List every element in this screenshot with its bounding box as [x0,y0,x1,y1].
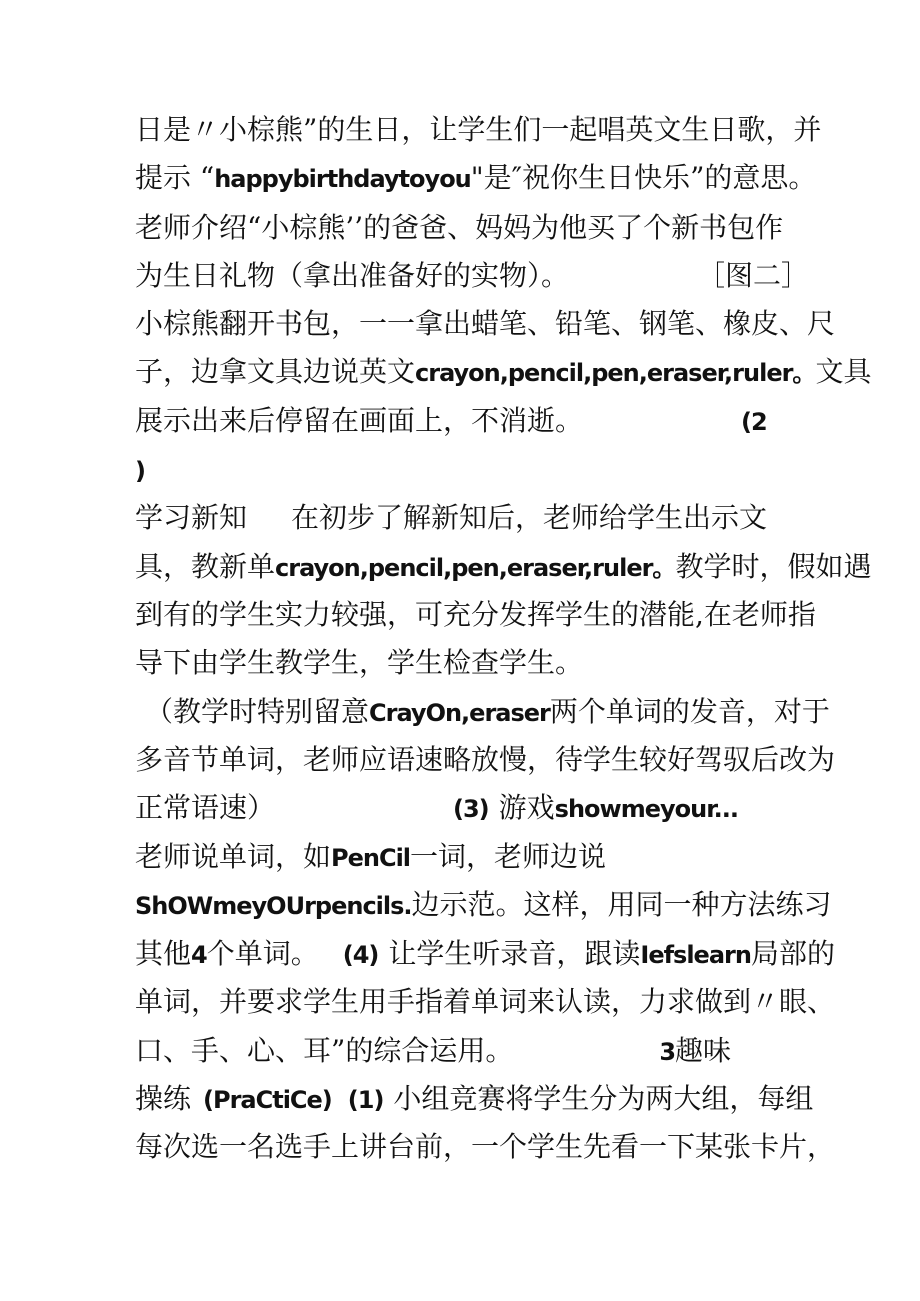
section-number: 3 [659,1038,676,1066]
text: 一词，老师边说 [410,840,607,873]
text: 局部的 [750,937,835,970]
english-term: crayon,pencil,pen,eraser,ruler。 [275,554,676,582]
number: 4 [191,941,207,969]
english-term: CrayOn,eraser [369,699,550,727]
text: 导下由学生教学生，学生检查学生。 [135,646,584,679]
figure-reference: ［图二］ [697,259,810,292]
text-line-9 [135,498,767,538]
text: （教学时特别留意 [145,695,370,728]
text-line-22 [135,1127,835,1167]
section-number: (2 [741,408,767,436]
english-term: showmeyour... [554,795,738,823]
text-line-19 [135,982,835,1022]
text: 趣味 [675,1034,732,1067]
text: "是″祝你生日快乐”的意思。 [470,161,817,194]
text: 展示出来后停留在画面上，不消逝。 [135,404,584,437]
section-number: ) [135,457,145,485]
section-number: (1) [347,1086,384,1114]
text: 每次选一名选手上讲台前，一个学生先看一下某张卡片， [135,1130,836,1163]
text: 其他 [135,937,192,970]
text: 小组竞赛将学生分为两大组，每组 [393,1082,814,1115]
english-term: crayon,pencil,pen,eraser,ruler。 [415,359,816,387]
text: 日是〃小棕熊”的生日，让学生们一起唱英文生日歌，并 [135,113,822,146]
text: 单词，并要求学生用手指着单词来认读，力求做到〃眼、 [135,985,836,1018]
text-line-13 [145,692,830,732]
text: 口、手、心、耳”的综合运用。 [135,1034,514,1067]
text: 到有的学生实力较强，可充分发挥学生的潜能,在老师指 [135,598,816,631]
text: 正常语速） [135,791,276,824]
text: 让学生听录音，跟读 [388,937,641,970]
text-line-15 [135,788,738,828]
english-term: ShOWmeyOUrpencils. [135,892,412,920]
text-line-8 [135,450,145,490]
text-line-16 [135,837,606,877]
text-line-6 [135,352,871,392]
text-line-12 [135,643,583,683]
text-line-20 [135,1031,731,1071]
text: 教学时，假如遇 [675,550,872,583]
text-line-2 [135,158,816,198]
text: 具，教新单 [135,550,276,583]
text-line-4 [135,256,809,296]
english-term: Iefslearn [640,941,751,969]
section-heading: 学习新知 [135,501,248,534]
text: 子，边拿文具边说英文 [135,355,416,388]
text: 小棕熊翻开书包，一一拿出蜡笔、铅笔、钢笔、橡皮、尺 [135,307,836,340]
text-line-1 [135,110,821,150]
section-number: (4) [342,941,379,969]
section-heading: 操练 [135,1082,192,1115]
text-line-14 [135,740,835,780]
text: 提示 “ [135,161,215,194]
text: 游戏 [498,791,555,824]
text: 文具 [815,355,872,388]
english-term: (PraCtiCe) [203,1086,332,1114]
text: 两个单词的发音，对于 [549,695,830,728]
text: 个单词。 [206,937,319,970]
section-number: (3) [453,795,489,823]
text-line-21 [135,1079,813,1119]
text: 老师说单词，如 [135,840,332,873]
text-line-17 [135,885,832,925]
english-term: happybirthdaytoyou [214,165,471,193]
text: 边示范。这样，用同一种方法练习 [411,888,832,921]
text-line-18 [135,934,835,974]
english-term: PenCil [331,844,411,872]
text-line-10 [135,547,871,587]
text: 多音节单词，老师应语速略放慢，待学生较好驾驭后改为 [135,743,836,776]
text-line-5 [135,304,835,344]
text-line-3 [135,208,783,248]
text: 在初步了解新知后，老师给学生出示文 [291,501,768,534]
text-line-7 [135,401,767,441]
text: 为生日礼物（拿出准备好的实物）。 [135,259,570,292]
text-line-11 [135,595,816,635]
text: 老师介绍“小棕熊’’的爸爸、妈妈为他买了个新书包作 [135,211,784,244]
